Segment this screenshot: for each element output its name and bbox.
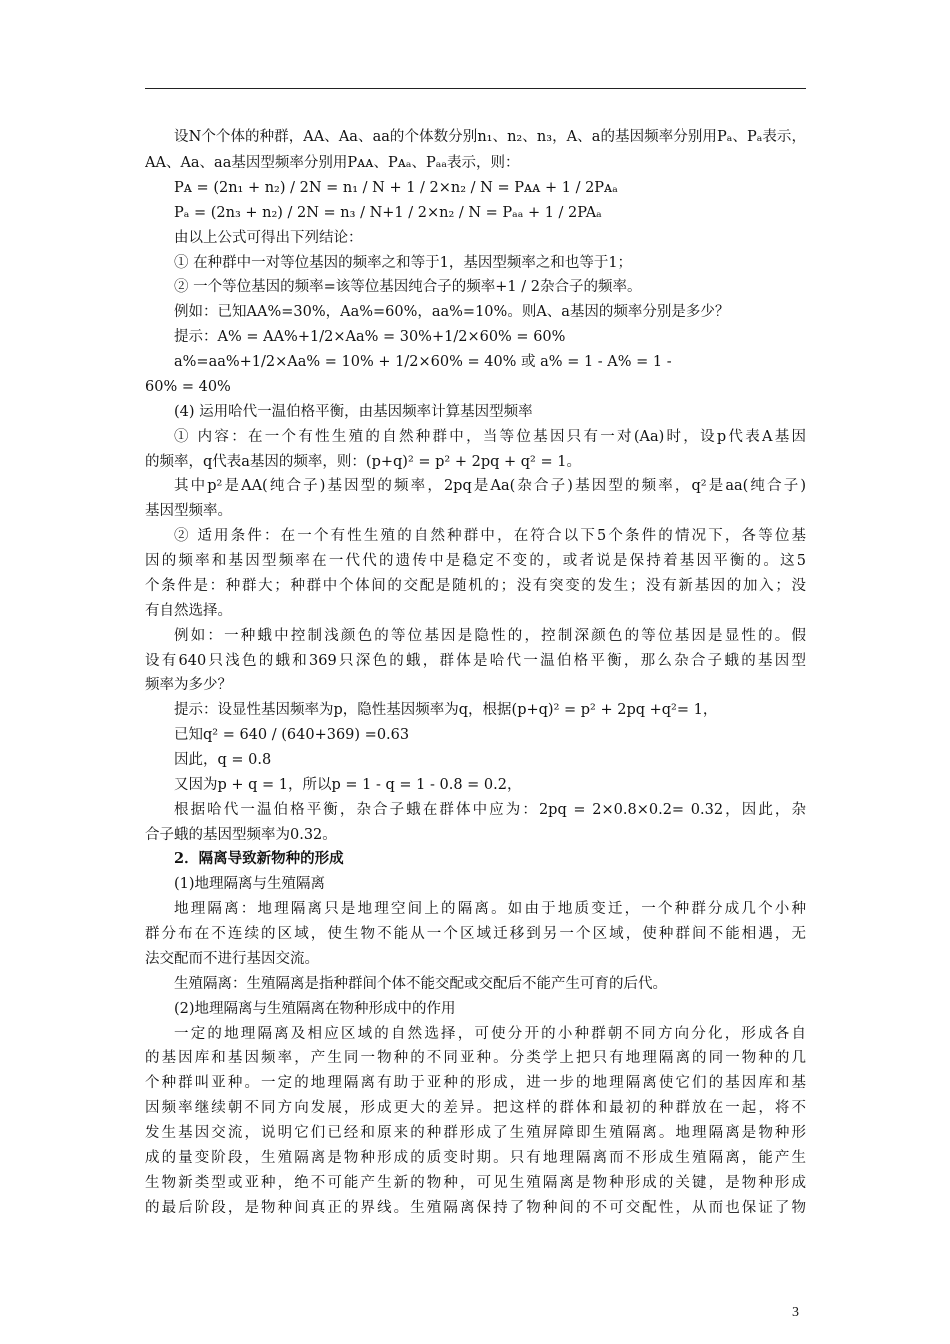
text-line: 已知q² = 640 / (640+369) =0.63 bbox=[174, 727, 410, 743]
text-line: ② 一个等位基因的频率=该等位基因纯合子的频率+1 / 2杂合子的频率。 bbox=[174, 279, 642, 295]
text-line: 的最后阶段，是物种间真正的界线。生殖隔离保持了物种间的不可交配性，从而也保证了物 bbox=[145, 1200, 806, 1216]
formula-line: Pᴀ = (2n₁ + n₂) / 2N = n₁ / N + 1 / 2×n₂ / N = Pᴀᴀ + 1 / 2Pᴀₐ bbox=[174, 180, 618, 196]
text-line: 的基因库和基因频率，产生同一物种的不同亚种。分类学上把只有地理隔离的同一物种的几 bbox=[145, 1050, 806, 1066]
subsection-heading: (2)地理隔离与生殖隔离在物种形成中的作用 bbox=[174, 1001, 456, 1017]
text-line: 一定的地理隔离及相应区域的自然选择，可使分开的小种群朝不同方向分化，形成各自 bbox=[174, 1026, 806, 1042]
text-line: 生殖隔离：生殖隔离是指种群间个体不能交配或交配后不能产生可育的后代。 bbox=[174, 976, 667, 992]
text-line: 有自然选择。 bbox=[145, 603, 232, 619]
text-line: 因频率继续朝不同方向发展，形成更大的差异。把这样的群体和最初的种群放在一起，将不 bbox=[145, 1100, 806, 1116]
text-line: ② 适用条件：在一个有性生殖的自然种群中，在符合以下5个条件的情况下，各等位基 bbox=[174, 528, 806, 544]
text-line: 例如：已知AA%=30%，Aa%=60%，aa%=10%。则A、a基因的频率分别是多少？ bbox=[174, 304, 730, 320]
text-line: 的频率，q代表a基因的频率，则：(p+q)² = p² + 2pq + q² = 1。 bbox=[145, 454, 581, 470]
page-number: 3 bbox=[792, 1305, 799, 1320]
text-line: AA、Aa、aa基因型频率分别用Pᴀᴀ、Pᴀₐ、Pₐₐ表示，则： bbox=[145, 155, 520, 171]
text-line: 合子蛾的基因型频率为0.32。 bbox=[145, 827, 337, 843]
text-line: 个种群叫亚种。一定的地理隔离有助于亚种的形成，进一步的地理隔离使它们的基因库和基 bbox=[145, 1075, 806, 1091]
text-line: 提示：A% = AA%+1/2×Aa% = 30%+1/2×60% = 60% bbox=[174, 329, 566, 345]
text-line: 群分布在不连续的区域，使生物不能从一个区域迁移到另一个区域，使种群间不能相遇，无 bbox=[145, 926, 806, 942]
text-line: 又因为p + q = 1，所以p = 1 - q = 1 - 0.8 = 0.2， bbox=[174, 777, 522, 793]
text-line: 由以上公式可得出下列结论： bbox=[174, 230, 363, 246]
text-line: 生物新类型或亚种，绝不可能产生新的物种，可见生殖隔离是物种形成的关键，是物种形成 bbox=[145, 1175, 806, 1191]
text-line: ① 内容：在一个有性生殖的自然种群中，当等位基因只有一对(Aa)时，设p代表A基因 bbox=[174, 429, 806, 445]
text-line: 成的量变阶段，生殖隔离是物种形成的质变时期。只有地理隔离而不形成生殖隔离，能产生 bbox=[145, 1150, 806, 1166]
text-line: 法交配而不进行基因交流。 bbox=[145, 951, 319, 967]
formula-line: Pₐ = (2n₃ + n₂) / 2N = n₃ / N+1 / 2×n₂ / N = Pₐₐ + 1 / 2PAₐ bbox=[174, 205, 602, 221]
text-line: 60% = 40% bbox=[145, 379, 231, 395]
text-line: 频率为多少？ bbox=[145, 677, 232, 693]
text-line: 其中p²是AA(纯合子)基因型的频率，2pq是Aa(杂合子)基因型的频率，q²是aa(纯合子) bbox=[174, 478, 806, 494]
text-line: 基因型频率。 bbox=[145, 503, 232, 519]
text-line: 发生基因交流，说明它们已经和原来的种群形成了生殖屏障即生殖隔离。地理隔离是物种形 bbox=[145, 1125, 806, 1141]
text-line: a%=aa%+1/2×Aa% = 10% + 1/2×60% = 40% 或 a% = 1 - A% = 1 - bbox=[174, 354, 672, 370]
text-line: 设有640只浅色的蛾和369只深色的蛾，群体是哈代一温伯格平衡，那么杂合子蛾的基因型 bbox=[145, 653, 806, 669]
section-heading: 2．隔离导致新物种的形成 bbox=[174, 850, 344, 867]
header-rule bbox=[145, 88, 806, 89]
text-line: 例如：一种蛾中控制浅颜色的等位基因是隐性的，控制深颜色的等位基因是显性的。假 bbox=[174, 628, 806, 644]
text-line: (4) 运用哈代一温伯格平衡，由基因频率计算基因型频率 bbox=[174, 404, 533, 420]
subsection-heading: (1)地理隔离与生殖隔离 bbox=[174, 876, 326, 892]
text-line: 个条件是：种群大；种群中个体间的交配是随机的；没有突变的发生；没有新基因的加入；没 bbox=[145, 578, 806, 594]
text-line: 因此，q = 0.8 bbox=[174, 752, 272, 768]
text-line: 提示：设显性基因频率为p，隐性基因频率为q，根据(p+q)² = p² + 2pq +q²= 1， bbox=[174, 702, 718, 718]
text-line: 设N个个体的种群，AA、Aa、aa的个体数分别n₁、n₂、n₃，A、a的基因频率分别用Pₐ、Pₐ表示， bbox=[174, 129, 806, 145]
text-line: 因的频率和基因型频率在一代代的遗传中是稳定不变的，或者说是保持着基因平衡的。这5 bbox=[145, 553, 806, 569]
text-line: 地理隔离：地理隔离只是地理空间上的隔离。如由于地质变迁，一个种群分成几个小种 bbox=[174, 901, 806, 917]
text-line: ① 在种群中一对等位基因的频率之和等于1，基因型频率之和也等于1； bbox=[174, 255, 633, 271]
text-line: 根据哈代一温伯格平衡，杂合子蛾在群体中应为：2pq = 2×0.8×0.2= 0.32，因此，杂 bbox=[174, 802, 806, 818]
